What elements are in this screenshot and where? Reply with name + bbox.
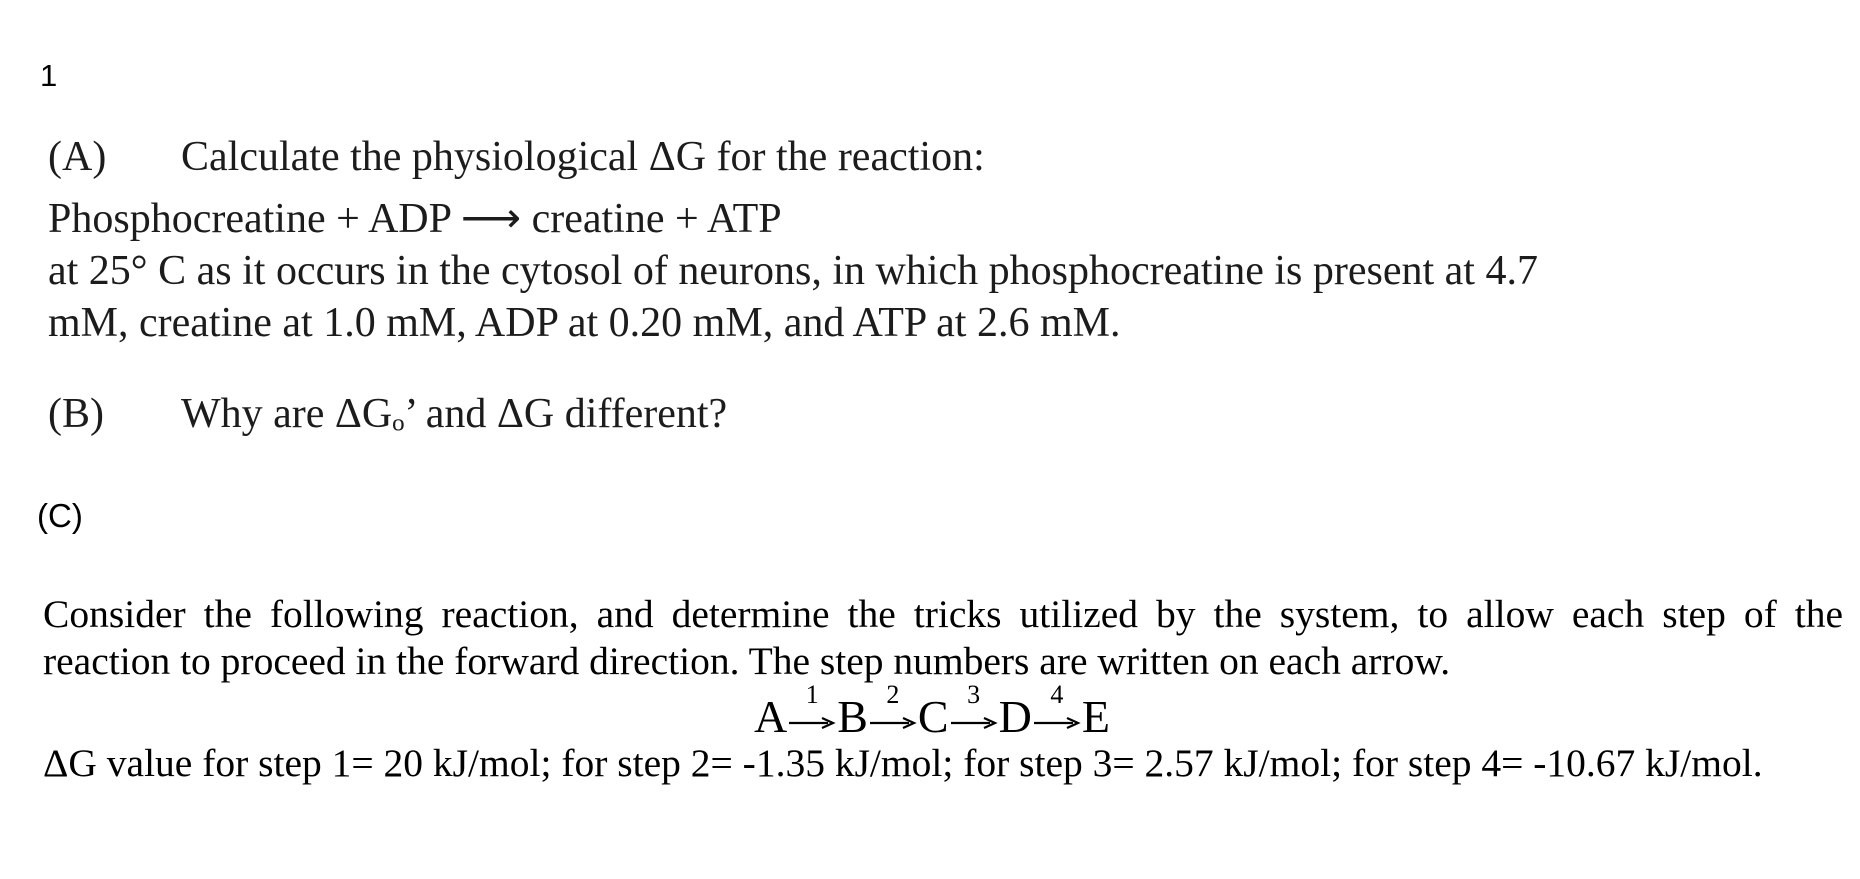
- step-number-3: 3: [967, 680, 981, 709]
- step-number-4: 4: [1050, 680, 1064, 709]
- species-a: A: [754, 691, 788, 742]
- species-c: C: [917, 691, 949, 742]
- species-b: B: [837, 691, 868, 742]
- question-number: 1: [40, 58, 58, 93]
- reaction-scheme: [754, 680, 1110, 740]
- part-a-conditions-line1: at 25° C as it occurs in the cytosol of neurons, in which phosphocreatine is present at 4.7: [48, 248, 1538, 294]
- part-c-delta-g-values: ΔG value for step 1= 20 kJ/mol; for step 2= -1.35 kJ/mol; for step 3= 2.57 kJ/mol; for step 4= -10.67 kJ/mol.: [43, 741, 1763, 785]
- part-a-label: (A): [48, 134, 107, 180]
- part-b-question: Why are ΔGₒ’ and ΔG different?: [181, 391, 728, 437]
- step-arrow-2: [869, 680, 917, 740]
- part-c-paragraph-line1: Consider the following reaction, and determine the tricks utilized by the system, to allow each step of the: [43, 592, 1843, 636]
- part-a-conditions-line2: mM, creatine at 1.0 mM, ADP at 0.20 mM, and ATP at 2.6 mM.: [48, 300, 1121, 346]
- species-e: E: [1081, 691, 1110, 742]
- arrow-right-icon: [950, 716, 998, 730]
- part-c-label: (C): [37, 497, 83, 534]
- step-arrow-3: [950, 680, 998, 740]
- arrow-right-icon: [1033, 716, 1081, 730]
- step-arrow-1: [788, 680, 836, 740]
- step-number-1: 1: [805, 680, 819, 709]
- step-arrow-4: [1033, 680, 1081, 740]
- part-c-paragraph-line2: reaction to proceed in the forward direction. The step numbers are written on each arrow.: [43, 639, 1451, 683]
- arrow-right-icon: [869, 716, 917, 730]
- part-b-label: (B): [48, 391, 104, 437]
- arrow-right-icon: [788, 716, 836, 730]
- part-a-question: Calculate the physiological ΔG for the reaction:: [181, 134, 985, 180]
- part-a-reaction: Phosphocreatine + ADP ⟶ creatine + ATP: [48, 196, 782, 242]
- step-number-2: 2: [886, 680, 900, 709]
- species-d: D: [998, 691, 1032, 742]
